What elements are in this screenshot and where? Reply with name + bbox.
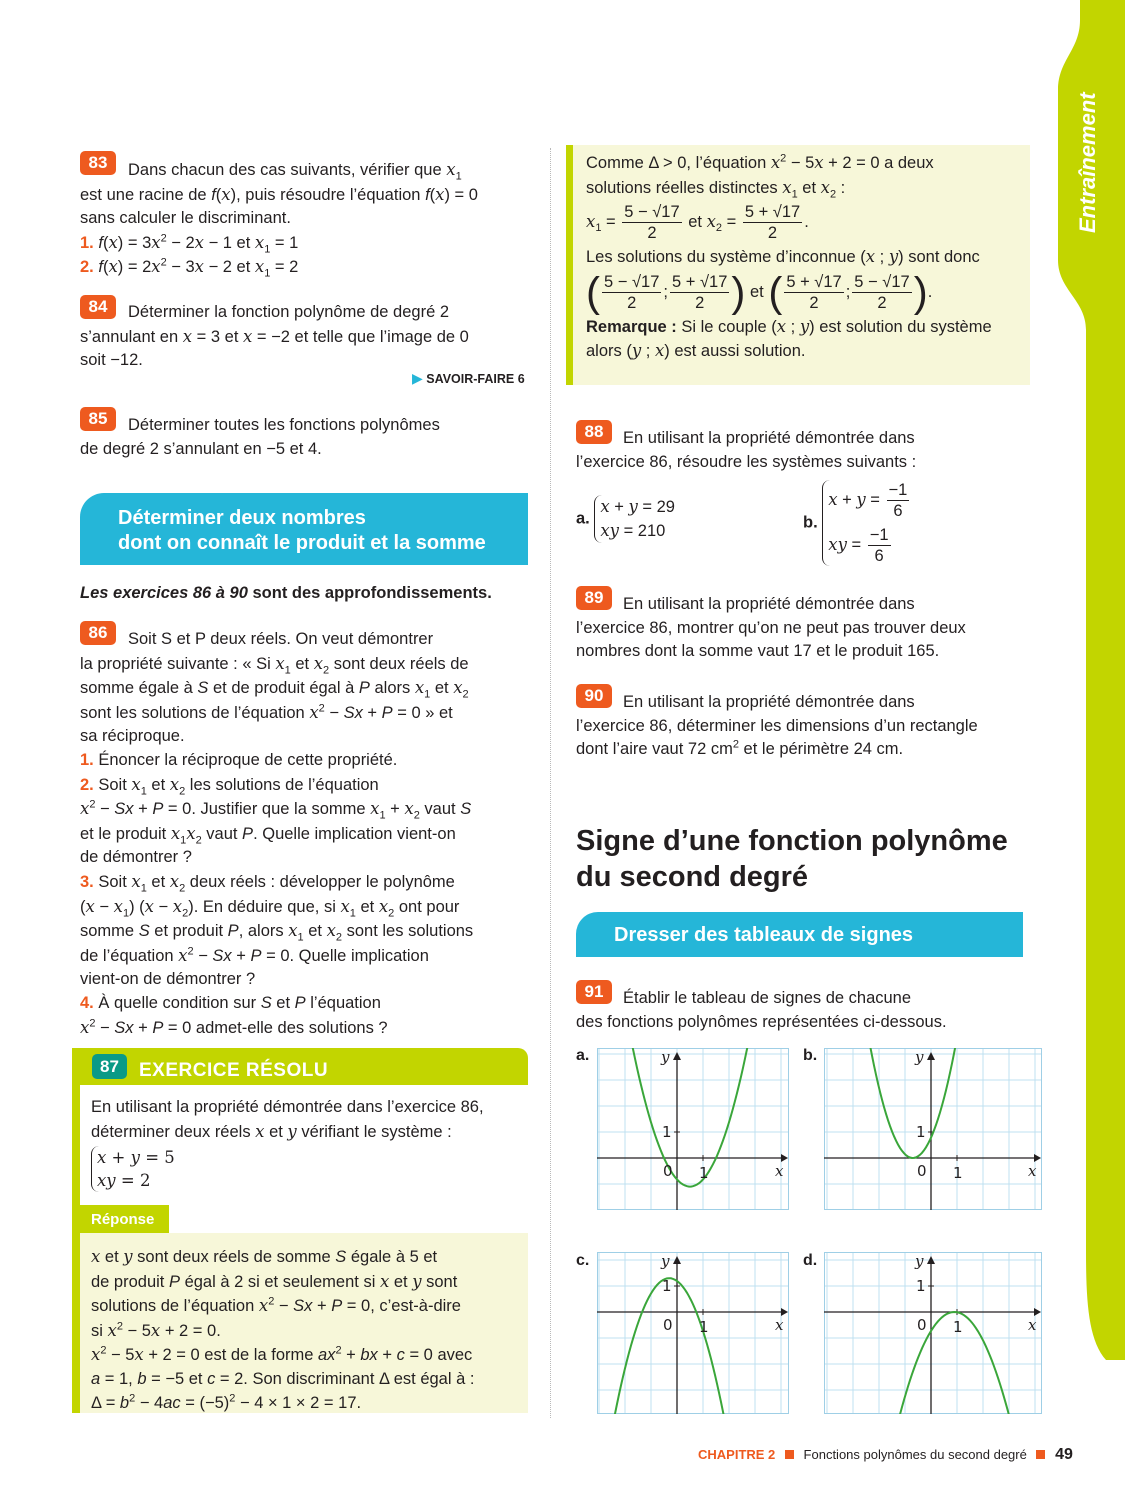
exercise-86-number: 86 [80, 621, 116, 645]
column-divider [550, 148, 551, 1418]
ex88-a-label: a. [576, 509, 590, 528]
section-title-line2: du second degré [576, 861, 809, 893]
exercise-86: Soit S et P deux réels. On veut démontrer la propriété suivante : « Si $x_1$ et $x_2$ sont deux réels de somme égale à S et de produit égal à P alors $x_1$ et $x_2$ sont les solutions de l’équation $x^2 - Sx + P = 0$ » et sa réciproque. 1. Énoncer la réciproque de cette propriété. 2. Soit $x_1$ et $x_2$ les solutions de l’équation $x^2 - Sx + P = 0$. Justifier que la somme $x_1 + x_2$ vaut S et le produit $x_1x_2$ vaut P. Quelle implication vient-on de démontrer ? 3. Soit $x_1$ et $x_2$ deux réels : développer le polynôme $(x - x_1)$ $(x - x_2)$. En déduire que, si $x_1$ et $x_2$ ont pour somme S et produit P, alors $x_1$ et $x_2$ sont les solutions de l’équation $x^2 - Sx + P = 0$. Quelle implication vient-on de démontrer ? 4. À quelle condition sur S et P l’équation $x^2 - Sx + P = 0$ admet-elle des solutions ? [80, 628, 545, 1040]
y-one-label: 1 [662, 1277, 672, 1295]
footer-title: Fonctions polynômes du second degré [803, 1447, 1027, 1462]
origin-label: 0 [663, 1162, 673, 1180]
ex84-line2a: s’annulant en [80, 327, 179, 346]
x-one-label: 1 [953, 1318, 963, 1336]
origin-label: 0 [917, 1316, 927, 1334]
ex88-line1: En utilisant la propriété démontrée dans [623, 429, 915, 447]
ex88-b-label: b. [803, 513, 818, 532]
reponse-text: x et y sont deux réels de somme S égale à 5 et de produit P égal à 2 si et seulement si x et y sont solutions de l’équation $x^2 - Sx + P = 0$, c’est-à-dire si $x^2 - 5x + 2 = 0$. $x^2 - 5x + 2 = 0$ est de la forme $ax^2$ + bx + c = 0 avec a = 1, b = −5 et c = 2. Son discriminant Δ est égal à : $\Delta = b^2 - 4ac = (-5)^2 - 4 \times 1 \times 2 = 17$. [91, 1247, 475, 1412]
parabola-curve [597, 1048, 789, 1187]
section-title [576, 823, 1008, 895]
exercise-84: Déterminer la fonction polynôme de degré 2 s’annulant en x = 3 et x = −2 et telle que l’image de 0 soit −12. [80, 301, 540, 373]
ex91-line2: des fonctions polynômes représentées ci-dessous. [576, 1012, 947, 1031]
ex89-line2: l’exercice 86, montrer qu’on ne peut pas trouver deux [576, 618, 966, 637]
savoir-faire-label: SAVOIR-FAIRE 6 [426, 372, 525, 386]
y-axis-label: y [661, 1252, 670, 1270]
exercise-88-number: 88 [576, 420, 612, 444]
x-arrow [1034, 1308, 1041, 1316]
exercise-87-number: 87 [92, 1054, 127, 1079]
ex86-item1-num: 1. [80, 750, 94, 769]
ex86-item3-num: 3. [80, 872, 94, 891]
footer-square-2 [1036, 1450, 1045, 1459]
graph-a [597, 1048, 789, 1210]
exercise-91 [576, 987, 1026, 1034]
ex86-item1-text: Énoncer la réciproque de cette propriété. [98, 750, 398, 769]
exercise-88 [576, 427, 1026, 474]
ex86-sa-reciproque: sa réciproque. [80, 727, 185, 746]
ex85-line1: Déterminer toutes les fonctions polynômes [128, 416, 440, 434]
graph-a-label: a. [576, 1047, 590, 1064]
ex89-line1: En utilisant la propriété démontrée dans [623, 595, 915, 613]
ex89-line3: nombres dont la somme vaut 17 et le produit 165. [576, 642, 940, 661]
ex84-line2b: et [224, 327, 239, 346]
banner1-line1: Déterminer deux nombres [118, 507, 366, 529]
page-number: 49 [1055, 1446, 1073, 1463]
graph-c [597, 1252, 789, 1414]
ex91-line1: Établir le tableau de signes de chacune [623, 989, 912, 1007]
exercise-83-number: 83 [80, 151, 116, 175]
exercise-83: Dans chacun des cas suivants, vérifier que $x_1$ est une racine de f(x), puis résoudre l’équation f(x) = 0 sans calculer le discriminant. 1. $f(x) = 3x^2 - 2x - 1$ et $x_1 = 1$ 2. $f(x) = 2x^2 - 3x - 2$ et $x_1 = 2$ [80, 158, 540, 280]
ex90-line2: l’exercice 86, déterminer les dimensions d’un rectangle [576, 716, 978, 735]
approf-rest: sont des approfondissements. [252, 584, 492, 602]
exercise-89-number: 89 [576, 586, 612, 610]
graph-d [824, 1252, 1042, 1414]
y-axis-label: y [661, 1048, 670, 1066]
x-axis-label: x [1028, 1316, 1037, 1334]
x-one-label: 1 [699, 1318, 709, 1336]
banner-sign-tables [576, 912, 1023, 957]
footer-square [785, 1450, 794, 1459]
x-axis-label: x [1028, 1162, 1037, 1180]
continuation-text: Comme Δ > 0, l’équation $x^2 - 5x + 2 = 0$ a deux solutions réelles distinctes $x_1$ et $x_2$ : $x_1$ = $\frac{5 - √17}{2}$ et $x_2$ = $\frac{5 + √17}{2}$ . Les solutions du système d’inconnue (x ; y) sont donc ( $\frac{5 - √17}{2}$ ; $\frac{5 + √17}{2}$ ) et ( $\frac{5 + √17}{2}$ ; $\frac{5 - √17}{2}$ ). Remarque : Si le couple (x ; y) est solution du système alors (y ; x) est aussi solution. [586, 152, 992, 361]
parabola-curve [597, 1278, 789, 1414]
ex83-line2b: , puis résoudre l’équation [236, 185, 421, 204]
ex85-line2: de degré 2 s’annulant en −5 et 4. [80, 439, 322, 458]
y-one-label: 1 [662, 1123, 672, 1141]
exercise-90: En utilisant la propriété démontrée dans l’exercice 86, déterminer les dimensions d’un rectangle dont l’aire vaut 72 $cm^2$ et le périmètre 24 cm. [576, 691, 1026, 762]
ex88-system-a: a. x + y = 29 xy = 210 [576, 495, 675, 543]
exercise-85 [80, 414, 540, 461]
graph-c-label: c. [576, 1252, 590, 1269]
ex83-line1: Dans chacun des cas suivants, vérifier que [128, 161, 442, 179]
ex87-line1: En utilisant la propriété démontrée dans l’exercice 86, [91, 1098, 484, 1116]
exercise-90-number: 90 [576, 684, 612, 708]
exercise-91-number: 91 [576, 980, 612, 1004]
y-one-label: 1 [916, 1277, 926, 1295]
graph-b [824, 1048, 1042, 1210]
y-axis-label: y [915, 1048, 924, 1066]
graph-d-label: d. [803, 1252, 818, 1269]
side-tab [1058, 0, 1125, 1360]
ex88-line2: l’exercice 86, résoudre les systèmes suivants : [576, 452, 917, 471]
exercise-85-number: 85 [80, 407, 116, 431]
exercise-87: En utilisant la propriété démontrée dans l’exercice 86, déterminer deux réels x et y vérifiant le système : x + y = 5 xy = 2 [91, 1096, 531, 1192]
origin-label: 0 [663, 1316, 673, 1334]
y-arrow [673, 1052, 681, 1060]
ex90-line1: En utilisant la propriété démontrée dans [623, 693, 915, 711]
graph-frame [598, 1253, 789, 1414]
exercise-84-number: 84 [80, 295, 116, 319]
ex84-line2c: et telle que l’image de 0 [294, 327, 469, 346]
exercise-89 [576, 593, 1026, 664]
play-icon: ▶ [412, 370, 423, 386]
savoir-faire-link[interactable] [412, 370, 525, 387]
origin-label: 0 [917, 1162, 927, 1180]
x-axis-label: x [775, 1162, 784, 1180]
y-axis-label: y [915, 1252, 924, 1270]
banner2-label: Dresser des tableaux de signes [614, 924, 914, 946]
ex83-line3: sans calculer le discriminant. [80, 209, 291, 228]
ex87-left-bar [72, 1048, 80, 1413]
ex83-item1-num: 1. [80, 233, 94, 252]
approfondissements-note [80, 584, 492, 603]
x-axis-label: x [775, 1316, 784, 1334]
ex83-line2a: est une racine de [80, 185, 207, 204]
ex84-line1: Déterminer la fonction polynôme de degré 2 [128, 303, 450, 321]
x-one-label: 1 [699, 1164, 709, 1182]
ex88-system-b: b. x + y = $\frac{-1}{6}$ xy = $\frac{-1}{6}$ [803, 480, 911, 566]
x-arrow [1034, 1154, 1041, 1162]
ex86-item2-num: 2. [80, 775, 94, 794]
x-arrow [781, 1308, 788, 1316]
x-arrow [781, 1154, 788, 1162]
ex86-item4-num: 4. [80, 993, 94, 1012]
approf-bold: Les exercices 86 à 90 [80, 584, 248, 602]
x-one-label: 1 [953, 1164, 963, 1182]
reponse-label: Réponse [91, 1211, 155, 1228]
footer-chapter: CHAPITRE 2 [698, 1447, 776, 1462]
section-title-line1: Signe d’une fonction polynôme [576, 825, 1008, 857]
ex84-line3: soit −12. [80, 351, 143, 370]
banner-products-sums [80, 493, 528, 565]
footer [698, 1446, 1073, 1464]
ex87-title: EXERCICE RÉSOLU [139, 1060, 329, 1081]
graph-b-label: b. [803, 1047, 818, 1064]
side-tab-label: Entraînement [1075, 92, 1100, 233]
remarque-label: Remarque : [586, 317, 677, 336]
ex83-item2-num: 2. [80, 258, 94, 277]
y-arrow [927, 1052, 935, 1060]
banner1-line2: dont on connaît le produit et la somme [118, 532, 486, 554]
ex86-line1: Soit S et P deux réels. On veut démontrer [128, 630, 434, 648]
y-one-label: 1 [916, 1123, 926, 1141]
